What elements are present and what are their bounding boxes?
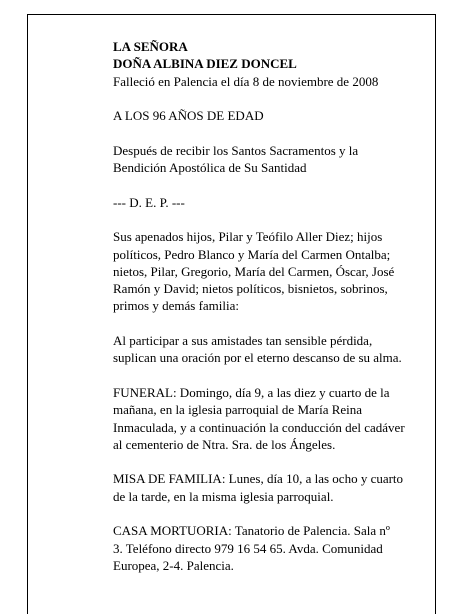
- deceased-name: DOÑA ALBINA DIEZ DONCEL: [113, 56, 297, 72]
- notice-title: LA SEÑORA: [113, 39, 188, 54]
- family-line: Sus apenados hijos, Pilar y Teófilo Aller Diez; hijos: [113, 229, 383, 245]
- casa-line: Europea, 2-4. Palencia.: [113, 557, 234, 573]
- family-line: Ramón y David; nietos políticos, bisnietos, sobrinos,: [113, 281, 388, 297]
- casa-line: CASA MORTUORIA: Tanatorio de Palencia. Sala nº: [113, 523, 390, 539]
- funeral-line: mañana, en la iglesia parroquial de María Reina: [113, 402, 363, 418]
- casa-line: 3. Teléfono directo 979 16 54 65. Avda. Comunidad: [113, 540, 383, 556]
- family-line: nietos, Pilar, Gregorio, María del Carmen, Óscar, José: [113, 263, 395, 279]
- funeral-line: Inmaculada, y a continuación la conducción del cadáver: [113, 419, 405, 435]
- death-statement: Falleció en Palencia el día 8 de noviembre de 2008: [113, 73, 379, 89]
- family-line: políticos, Pedro Blanco y María del Carmen Ontalba;: [113, 246, 391, 262]
- sacraments-line: Bendición Apostólica de Su Santidad: [113, 160, 307, 176]
- age-statement: A LOS 96 AÑOS DE EDAD: [113, 108, 264, 124]
- misa-line: de la tarde, en la misma iglesia parroquial.: [113, 488, 334, 504]
- request-line: suplican una oración por el eterno descanso de su alma.: [113, 350, 402, 366]
- family-line: primos y demás familia:: [113, 298, 240, 314]
- request-line: Al participar a sus amistades tan sensible pérdida,: [113, 333, 373, 349]
- sacraments-line: Después de recibir los Santos Sacramentos y la: [113, 142, 359, 158]
- funeral-line: al cementerio de Ntra. Sra. de los Ángeles.: [113, 436, 336, 452]
- dep-line: --- D. E. P. ---: [113, 194, 185, 210]
- funeral-line: FUNERAL: Domingo, día 9, a las diez y cuarto de la: [113, 384, 390, 400]
- misa-line: MISA DE FAMILIA: Lunes, día 10, a las ocho y cuarto: [113, 471, 404, 487]
- obituary-notice: [113, 38, 413, 574]
